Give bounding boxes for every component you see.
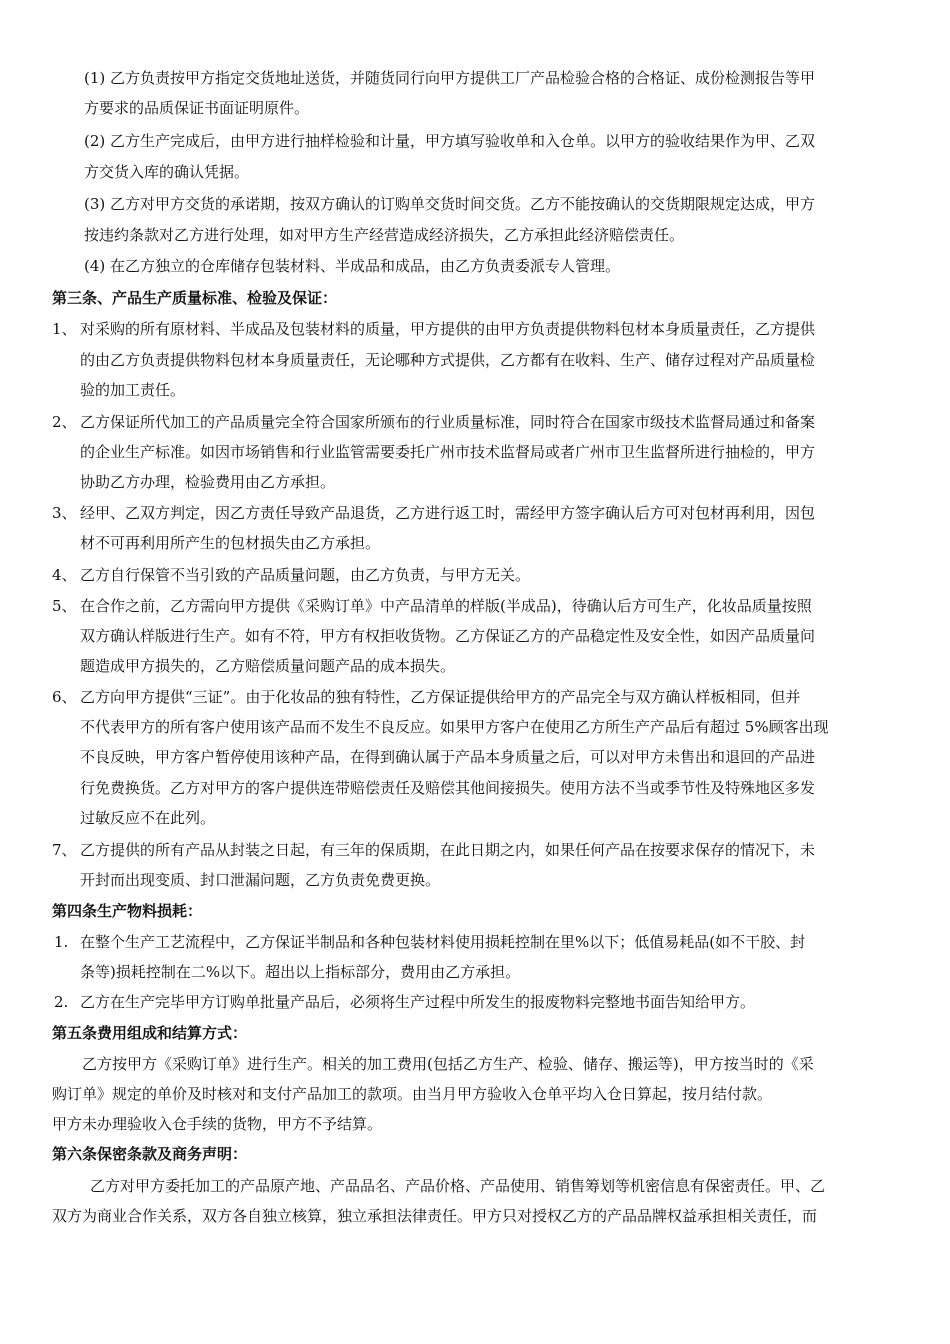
article3-item-7-number: 7、 (52, 841, 77, 859)
article3-item-1-line-1: 对采购的所有原材料、半成品及包装材料的质量，甲方提供的由甲方负责提供物料包材本身质量责任，乙方提供 (80, 320, 816, 338)
article6-paragraph-line-1: 乙方对甲方委托加工的产品原产地、产品品名、产品价格、产品使用、销售筹划等机密信息有保密责任。甲、乙 (90, 1177, 826, 1195)
article6-paragraph-line-2: 双方为商业合作关系，双方各自独立核算，独立承担法律责任。甲方只对授权乙方的产品品牌权益承担相关责任，而 (52, 1207, 818, 1225)
sub-item-2-line-1: (2) 乙方生产完成后，由甲方进行抽样检验和计量，甲方填写验收单和入仓单。以甲方的验收结果作为甲、乙双 (84, 132, 816, 150)
article3-item-6-line-1: 乙方向甲方提供“三证”。由于化妆品的独有特性，乙方保证提供给甲方的产品完全与双方确认样板相同，但并 (80, 688, 801, 706)
article3-item-2-line-1: 乙方保证所代加工的产品质量完全符合国家所颁布的行业质量标准，同时符合在国家市级技术监督局通过和备案 (80, 413, 816, 431)
sub-item-1-line-2: 方要求的品质保证书面证明原件。 (84, 99, 310, 117)
article3-item-3-line-2: 材不可再利用所产生的包材损失由乙方承担。 (80, 534, 381, 552)
article4-item-1-line-2: 条等)损耗控制在二%以下。超出以上指标部分，费用由乙方承担。 (80, 963, 521, 981)
article4-item-2-line-1: 乙方在生产完毕甲方订购单批量产品后，必须将生产过程中所发生的报废物料完整地书面告知给甲方。 (80, 993, 756, 1011)
article3-item-1-line-2: 的由乙方负责提供物料包材本身质量责任，无论哪种方式提供，乙方都有在收料、生产、储存过程对产品质量检 (80, 351, 816, 369)
article3-item-7-line-2: 开封而出现变质、封口泄漏问题，乙方负责免费更换。 (80, 871, 441, 889)
sub-item-2-line-2: 方交货入库的确认凭据。 (84, 163, 250, 181)
article6-heading: 第六条保密条款及商务声明： (52, 1145, 248, 1163)
article5-paragraph-line-3: 甲方未办理验收入仓手续的货物，甲方不予结算。 (52, 1115, 383, 1133)
article3-item-5-line-3: 题造成甲方损失的，乙方赔偿质量问题产品的成本损失。 (80, 657, 456, 675)
article3-item-4-line-1: 乙方自行保管不当引致的产品质量问题，由乙方负责，与甲方无关。 (80, 566, 531, 584)
article3-item-4-number: 4、 (52, 566, 77, 584)
article3-item-1-number: 1、 (52, 320, 77, 338)
article4-heading: 第四条生产物料损耗： (52, 902, 203, 920)
article3-item-6-line-2: 不代表甲方的所有客户使用该产品而不发生不良反应。如果甲方客户在使用乙方所生产产品后有超过 5%顾客出现 (80, 718, 829, 736)
article4-item-2-number: 2. (54, 993, 69, 1011)
article3-item-1-line-3: 验的加工责任。 (80, 381, 186, 399)
article3-item-6-line-3: 不良反映，甲方客户暂停使用该种产品，在得到确认属于产品本身质量之后，可以对甲方未售出和退回的产品进 (80, 748, 816, 766)
article3-item-5-line-2: 双方确认样版进行生产。如有不符，甲方有权拒收货物。乙方保证乙方的产品稳定性及安全性，如因产品质量问 (80, 627, 816, 645)
article3-item-5-line-1: 在合作之前，乙方需向甲方提供《采购订单》中产品清单的样版(半成品)，待确认后方可生产，化妆品质量按照 (80, 597, 812, 615)
article3-item-2-line-3: 协助乙方办理，检验费用由乙方承担。 (80, 473, 336, 491)
article3-item-2-number: 2、 (52, 413, 77, 431)
sub-item-3-line-1: (3) 乙方对甲方交货的承诺期，按双方确认的订购单交货时间交货。乙方不能按确认的交货期限规定达成，甲方 (84, 195, 816, 213)
article5-paragraph-line-2: 购订单》规定的单价及时核对和支付产品加工的款项。由当月甲方验收入仓单平均入仓日算起，按月结付款。 (52, 1085, 773, 1103)
article3-item-7-line-1: 乙方提供的所有产品从封装之日起，有三年的保质期，在此日期之内，如果任何产品在按要求保存的情况下，未 (80, 841, 816, 859)
article3-item-3-number: 3、 (52, 504, 77, 522)
article3-item-3-line-1: 经甲、乙双方判定，因乙方责任导致产品退货，乙方进行返工时，需经甲方签字确认后方可对包材再利用，因包 (80, 504, 816, 522)
article5-heading: 第五条费用组成和结算方式： (52, 1024, 248, 1042)
article3-item-6-line-5: 过敏反应不在此列。 (80, 809, 216, 827)
sub-item-4-line-1: (4) 在乙方独立的仓库储存包装材料、半成品和成品，由乙方负责委派专人管理。 (84, 257, 621, 275)
article3-item-2-line-2: 的企业生产标准。如因市场销售和行业监管需要委托广州市技术监督局或者广州市卫生监督所进行抽检的，甲方 (80, 443, 816, 461)
sub-item-3-line-2: 按违约条款对乙方进行处理，如对甲方生产经营造成经济损失，乙方承担此经济赔偿责任。 (84, 226, 685, 244)
article4-item-1-number: 1. (54, 933, 69, 951)
article4-item-1-line-1: 在整个生产工艺流程中，乙方保证半制品和各种包装材料使用损耗控制在里%以下；低值易耗品(如不干胶、封 (80, 933, 806, 951)
article3-heading: 第三条、产品生产质量标准、检验及保证： (52, 289, 338, 307)
article3-item-6-line-4: 行免费换货。乙方对甲方的客户提供连带赔偿责任及赔偿其他间接损失。使用方法不当或季节性及特殊地区多发 (80, 779, 816, 797)
article3-item-5-number: 5、 (52, 597, 77, 615)
sub-item-1-line-1: (1) 乙方负责按甲方指定交货地址送货，并随货同行向甲方提供工厂产品检验合格的合格证、成份检测报告等甲 (84, 69, 816, 87)
article5-paragraph-line-1: 乙方按甲方《采购订单》进行生产。相关的加工费用(包括乙方生产、检验、储存、搬运等)，甲方按当时的《采 (82, 1055, 814, 1073)
article3-item-6-number: 6、 (52, 688, 77, 706)
